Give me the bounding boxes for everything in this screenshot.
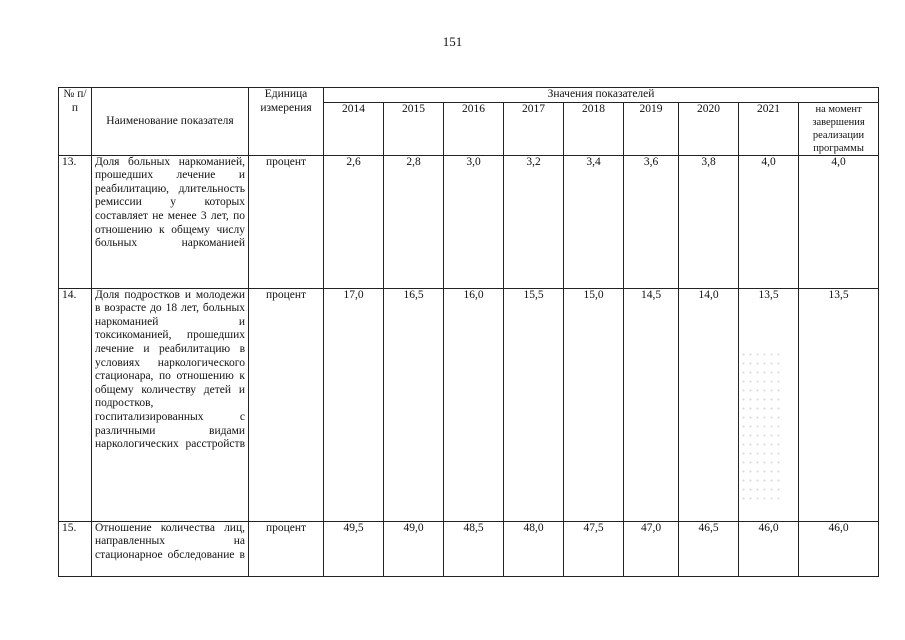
indicator-name: Доля больных наркоманией, прошедших лечение и реабилитацию, длительность ремиссии у которых составляет не менее 3 лет, по отношению к общему числу больных наркоманией	[92, 155, 249, 288]
header-year: 2020	[679, 102, 739, 155]
value-cell: 16,0	[444, 288, 504, 521]
value-cell: 17,0	[324, 288, 384, 521]
value-cell: 47,5	[564, 521, 624, 576]
value-cell: 2,6	[324, 155, 384, 288]
header-year: 2014	[324, 102, 384, 155]
indicator-name: Отношение количества лиц, направленных на стационарное обследование в	[92, 521, 249, 576]
row-number: 14.	[59, 288, 92, 521]
indicator-name: Доля подростков и молодежи в возрасте до 18 лет, больных наркоманией и токсикоманией, прошедших лечение и реабилитацию в условиях наркологического стационара, по отношению к общему количеству детей и подростков, госпитализированных с различными видами наркологических расстройств	[92, 288, 249, 521]
value-cell: 3,2	[504, 155, 564, 288]
value-cell: 13,5	[739, 288, 799, 521]
value-cell: 3,4	[564, 155, 624, 288]
final-value-cell: 13,5	[799, 288, 879, 521]
header-final: на момент завершения реализации программы	[799, 102, 879, 155]
value-cell: 3,8	[679, 155, 739, 288]
row-number: 13.	[59, 155, 92, 288]
value-cell: 14,0	[679, 288, 739, 521]
value-cell: 3,6	[624, 155, 679, 288]
value-cell: 49,5	[324, 521, 384, 576]
header-year: 2021	[739, 102, 799, 155]
header-num: № п/п	[59, 88, 92, 156]
value-cell: 16,5	[384, 288, 444, 521]
value-cell: 14,5	[624, 288, 679, 521]
value-cell: 46,0	[739, 521, 799, 576]
value-cell: 3,0	[444, 155, 504, 288]
value-cell: 15,0	[564, 288, 624, 521]
header-year: 2015	[384, 102, 444, 155]
header-values-group: Значения показателей	[324, 88, 879, 103]
value-cell: 4,0	[739, 155, 799, 288]
value-cell: 48,5	[444, 521, 504, 576]
scan-artifact	[740, 350, 784, 500]
value-cell: 47,0	[624, 521, 679, 576]
table-row	[59, 521, 879, 576]
page-number: 151	[442, 34, 463, 49]
header-name: Наименование показателя	[92, 88, 249, 156]
value-cell: 48,0	[504, 521, 564, 576]
row-number: 15.	[59, 521, 92, 576]
header-unit: Единица измерения	[249, 88, 324, 156]
unit-cell: процент	[249, 155, 324, 288]
value-cell: 46,5	[679, 521, 739, 576]
table-row	[59, 155, 879, 288]
value-cell: 2,8	[384, 155, 444, 288]
final-value-cell: 46,0	[799, 521, 879, 576]
value-cell: 15,5	[504, 288, 564, 521]
header-year: 2017	[504, 102, 564, 155]
value-cell: 49,0	[384, 521, 444, 576]
header-year: 2016	[444, 102, 504, 155]
header-year: 2019	[624, 102, 679, 155]
unit-cell: процент	[249, 288, 324, 521]
header-year: 2018	[564, 102, 624, 155]
final-value-cell: 4,0	[799, 155, 879, 288]
indicators-table	[58, 87, 879, 577]
unit-cell: процент	[249, 521, 324, 576]
header-row-1	[59, 88, 879, 103]
